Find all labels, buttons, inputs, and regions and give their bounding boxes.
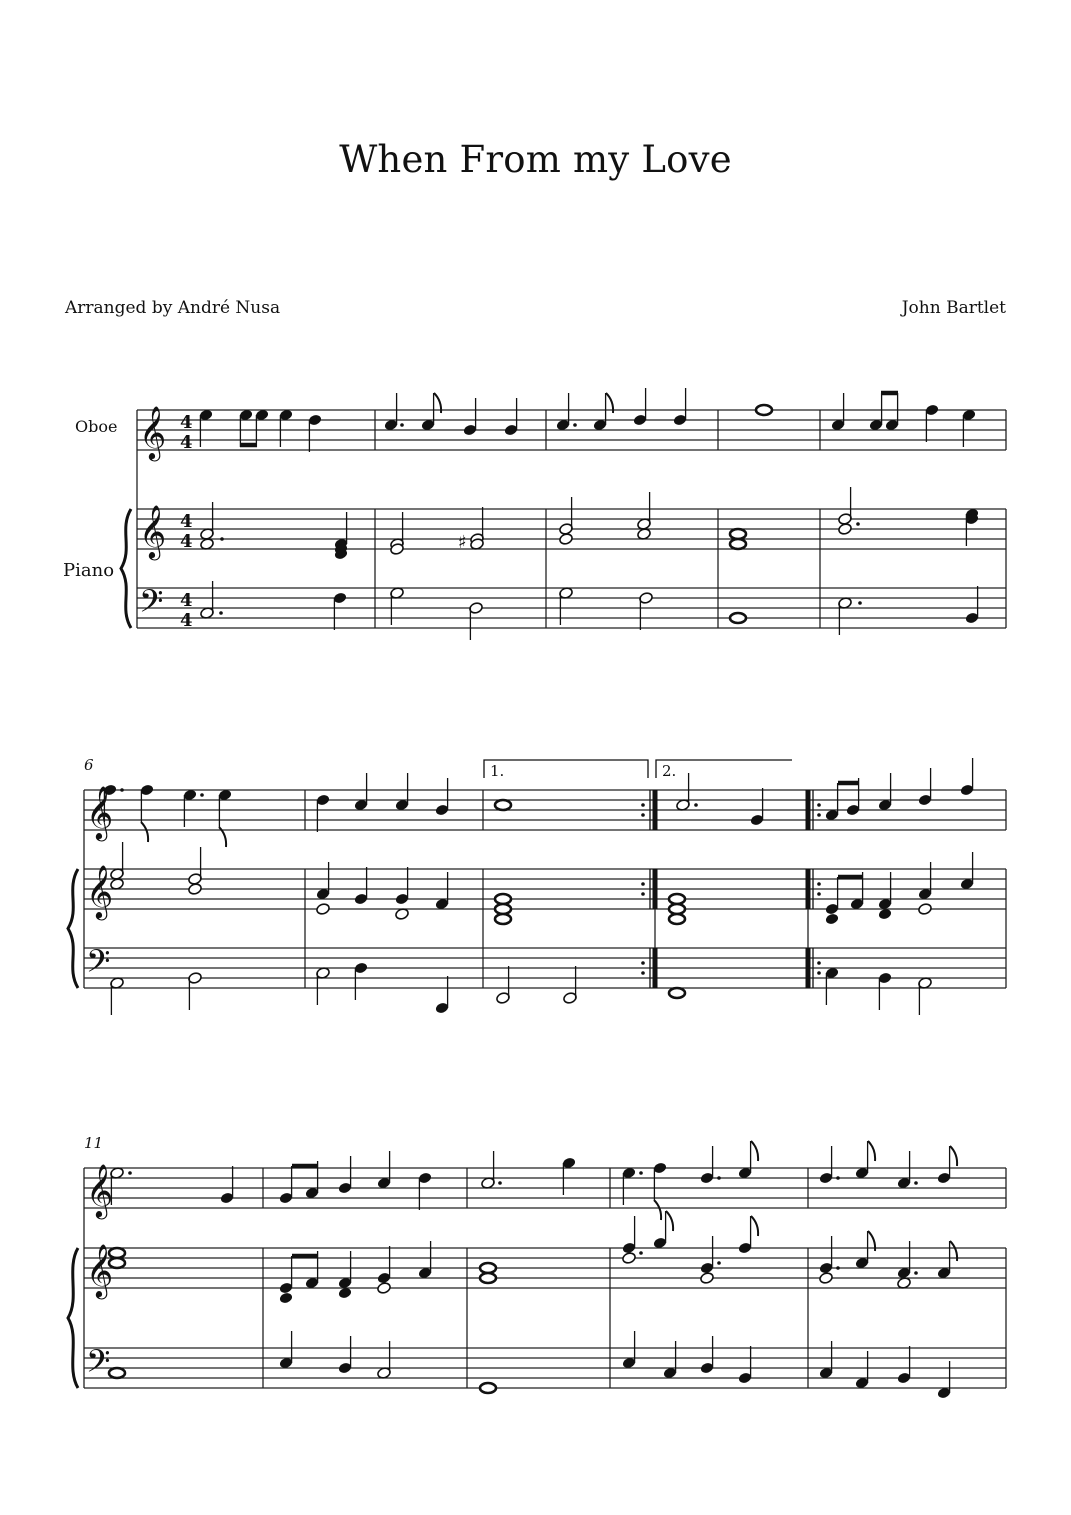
- volta-label-1: 1.: [490, 762, 505, 780]
- whole-note: [480, 1383, 496, 1393]
- augmentation-dot: [641, 961, 645, 965]
- augmentation-dot: [219, 611, 223, 615]
- whole-note: [730, 613, 746, 623]
- volta-label-2: 2.: [662, 762, 677, 780]
- whole-note: [730, 539, 746, 549]
- composer-credit: John Bartlet: [901, 298, 1006, 318]
- note-head: [377, 1282, 392, 1295]
- measure-number: 6: [84, 756, 94, 774]
- augmentation-dot: [836, 1176, 840, 1180]
- augmentation-dot: [639, 1171, 643, 1175]
- note-head: [838, 523, 853, 536]
- note-head: [279, 1292, 294, 1305]
- whole-note: [669, 904, 685, 914]
- treble-clef: 𝄞: [86, 1163, 114, 1217]
- whole-note: [669, 894, 685, 904]
- note-head: [188, 883, 203, 896]
- treble-clef: 𝄞: [86, 864, 114, 918]
- treble-clef: 𝄞: [86, 785, 114, 839]
- augmentation-dot: [641, 882, 645, 886]
- augmentation-dot: [717, 1176, 721, 1180]
- time-signature-top: 4: [180, 511, 193, 532]
- augmentation-dot: [817, 971, 821, 975]
- score-labels: [84, 405, 676, 1387]
- bass-clef: 𝄢: [86, 1343, 111, 1387]
- note-head: [819, 1272, 834, 1285]
- whole-note: [480, 1273, 496, 1283]
- augmentation-dot: [641, 892, 645, 896]
- piano-brace: [68, 1248, 78, 1388]
- note-flag: [868, 1141, 875, 1161]
- oboe-label: Oboe: [75, 417, 118, 436]
- note-head: [918, 903, 933, 916]
- augmentation-dot: [220, 537, 224, 541]
- augmentation-dot: [817, 892, 821, 896]
- note-head: [700, 1272, 715, 1285]
- piano-brace: [121, 509, 131, 628]
- whole-note: [730, 529, 746, 539]
- note-head: [316, 903, 331, 916]
- whole-note: [669, 988, 685, 998]
- volta-bracket-1: [484, 760, 648, 778]
- note-flag: [751, 1216, 758, 1236]
- augmentation-dot: [573, 423, 577, 427]
- time-signature-bottom: 4: [180, 610, 193, 631]
- augmentation-dot: [817, 882, 821, 886]
- bass-clef: 𝄢: [139, 583, 164, 627]
- time-signature-top: 4: [180, 590, 193, 611]
- piano-brace: [68, 869, 78, 988]
- arranger-credit: Arranged by André Nusa: [65, 298, 281, 318]
- augmentation-dot: [856, 522, 860, 526]
- score-title: When From my Love: [339, 138, 732, 181]
- treble-clef: 𝄞: [86, 1243, 114, 1297]
- augmentation-dot: [817, 803, 821, 807]
- note-flag: [654, 1200, 661, 1220]
- augmentation-dot: [200, 793, 204, 797]
- whole-note: [495, 894, 511, 904]
- whole-note: [756, 405, 772, 415]
- whole-note: [669, 914, 685, 924]
- augmentation-dot: [717, 1261, 721, 1265]
- volta-bracket-2: [656, 760, 792, 778]
- whole-note: [495, 904, 511, 914]
- note-head: [622, 1252, 637, 1265]
- augmentation-dot: [914, 1181, 918, 1185]
- augmentation-dot: [641, 971, 645, 975]
- time-signature-top: 4: [180, 412, 193, 433]
- augmentation-dot: [694, 803, 698, 807]
- time-signature-bottom: 4: [180, 531, 193, 552]
- note-head: [825, 913, 840, 926]
- sharp-sign: ♯: [458, 532, 467, 553]
- note-head: [559, 533, 574, 546]
- whole-note: [495, 914, 511, 924]
- treble-clef: 𝄞: [139, 504, 167, 558]
- augmentation-dot: [400, 423, 404, 427]
- augmentation-dot: [914, 1271, 918, 1275]
- augmentation-dot: [120, 788, 124, 792]
- whole-note: [495, 800, 511, 810]
- augmentation-dot: [498, 1181, 502, 1185]
- bass-clef: 𝄢: [86, 943, 111, 987]
- augmentation-dot: [858, 601, 862, 605]
- piano-label: Piano: [63, 560, 115, 581]
- augmentation-dot: [641, 813, 645, 817]
- augmentation-dot: [641, 803, 645, 807]
- note-flag: [751, 1141, 758, 1161]
- whole-note: [480, 1263, 496, 1273]
- augmentation-dot: [836, 1266, 840, 1270]
- note-flag: [141, 822, 148, 842]
- augmentation-dot: [639, 1251, 643, 1255]
- note-flag: [666, 1211, 673, 1231]
- augmentation-dot: [817, 813, 821, 817]
- time-signature-bottom: 4: [180, 432, 193, 453]
- augmentation-dot: [817, 961, 821, 965]
- treble-clef: 𝄞: [139, 405, 167, 459]
- whole-note: [109, 1368, 125, 1378]
- measure-number: 11: [84, 1134, 104, 1152]
- note-flag: [950, 1146, 957, 1166]
- augmentation-dot: [128, 1171, 132, 1175]
